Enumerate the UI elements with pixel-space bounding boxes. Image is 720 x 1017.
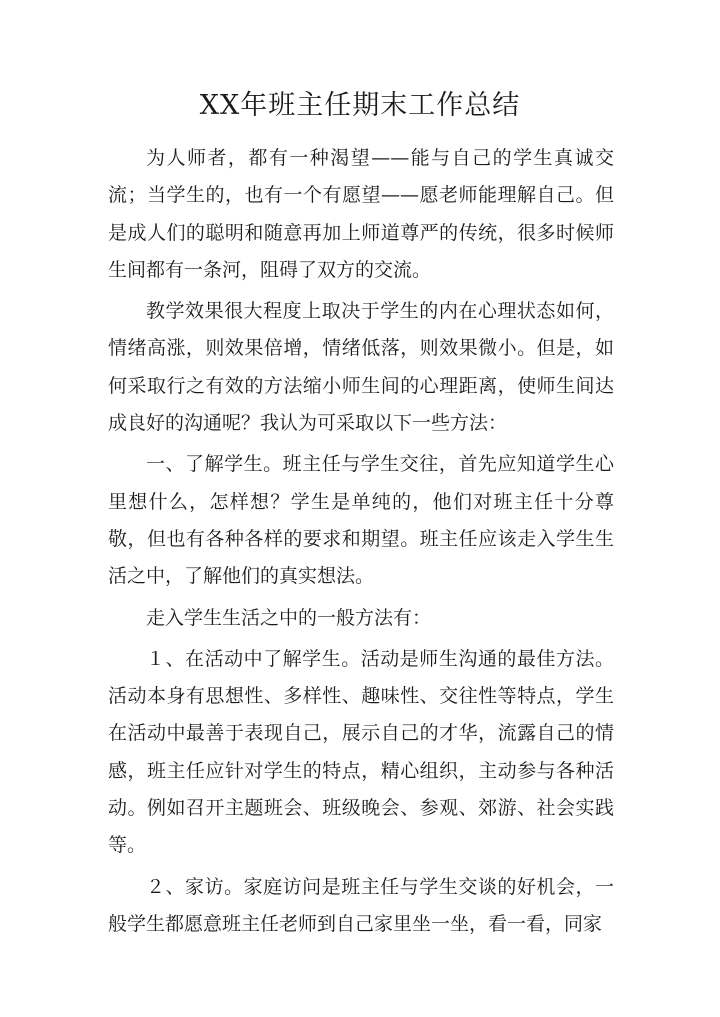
paragraph-understand-students: 一、了解学生。班主任与学生交往，首先应知道学生心里想什么，怎样想？学生是单纯的，他们对班主任十分尊敬，但也有各种各样的要求和期望。班主任应该走入学生生活之中，了解他们的真实想法。 bbox=[108, 453, 614, 588]
paragraph-teaching-effect: 教学效果很大程度上取决于学生的内在心理状态如何，情绪高涨，则效果倍增，情绪低落，则效果微小。但是，如何采取行之有效的方法缩小师生间的心理距离，使师生间达成良好的沟通呢？我认为可采取以下一些方法： bbox=[108, 300, 614, 435]
paragraph-method-activities: １、在活动中了解学生。活动是师生沟通的最佳方法。活动本身有思想性、多样性、趣味性、交往性等特点，学生在活动中最善于表现自己，展示自己的才华，流露自己的情感，班主任应针对学生的特点，精心组织，主动参与各种活动。例如召开主题班会、班级晚会、参观、郊游、社会实践等。 bbox=[108, 647, 614, 857]
paragraph-intro: 为人师者，都有一种渴望——能与自己的学生真诚交流；当学生的，也有一个有愿望——愿老师能理解自己。但是成人们的聪明和随意再加上师道尊严的传统，很多时候师生间都有一条河，阻碍了双方的交流。 bbox=[108, 147, 614, 281]
document-body bbox=[108, 140, 614, 947]
paragraph-methods-heading: 走入学生生活之中的一般方法有： bbox=[146, 606, 432, 629]
document-title: XX年班主任期末工作总结 bbox=[199, 90, 521, 121]
paragraph-method-home-visit: ２、家访。家庭访问是班主任与学生交谈的好机会，一般学生都愿意班主任老师到自己家里坐一坐，看一看，同家 bbox=[108, 875, 614, 935]
